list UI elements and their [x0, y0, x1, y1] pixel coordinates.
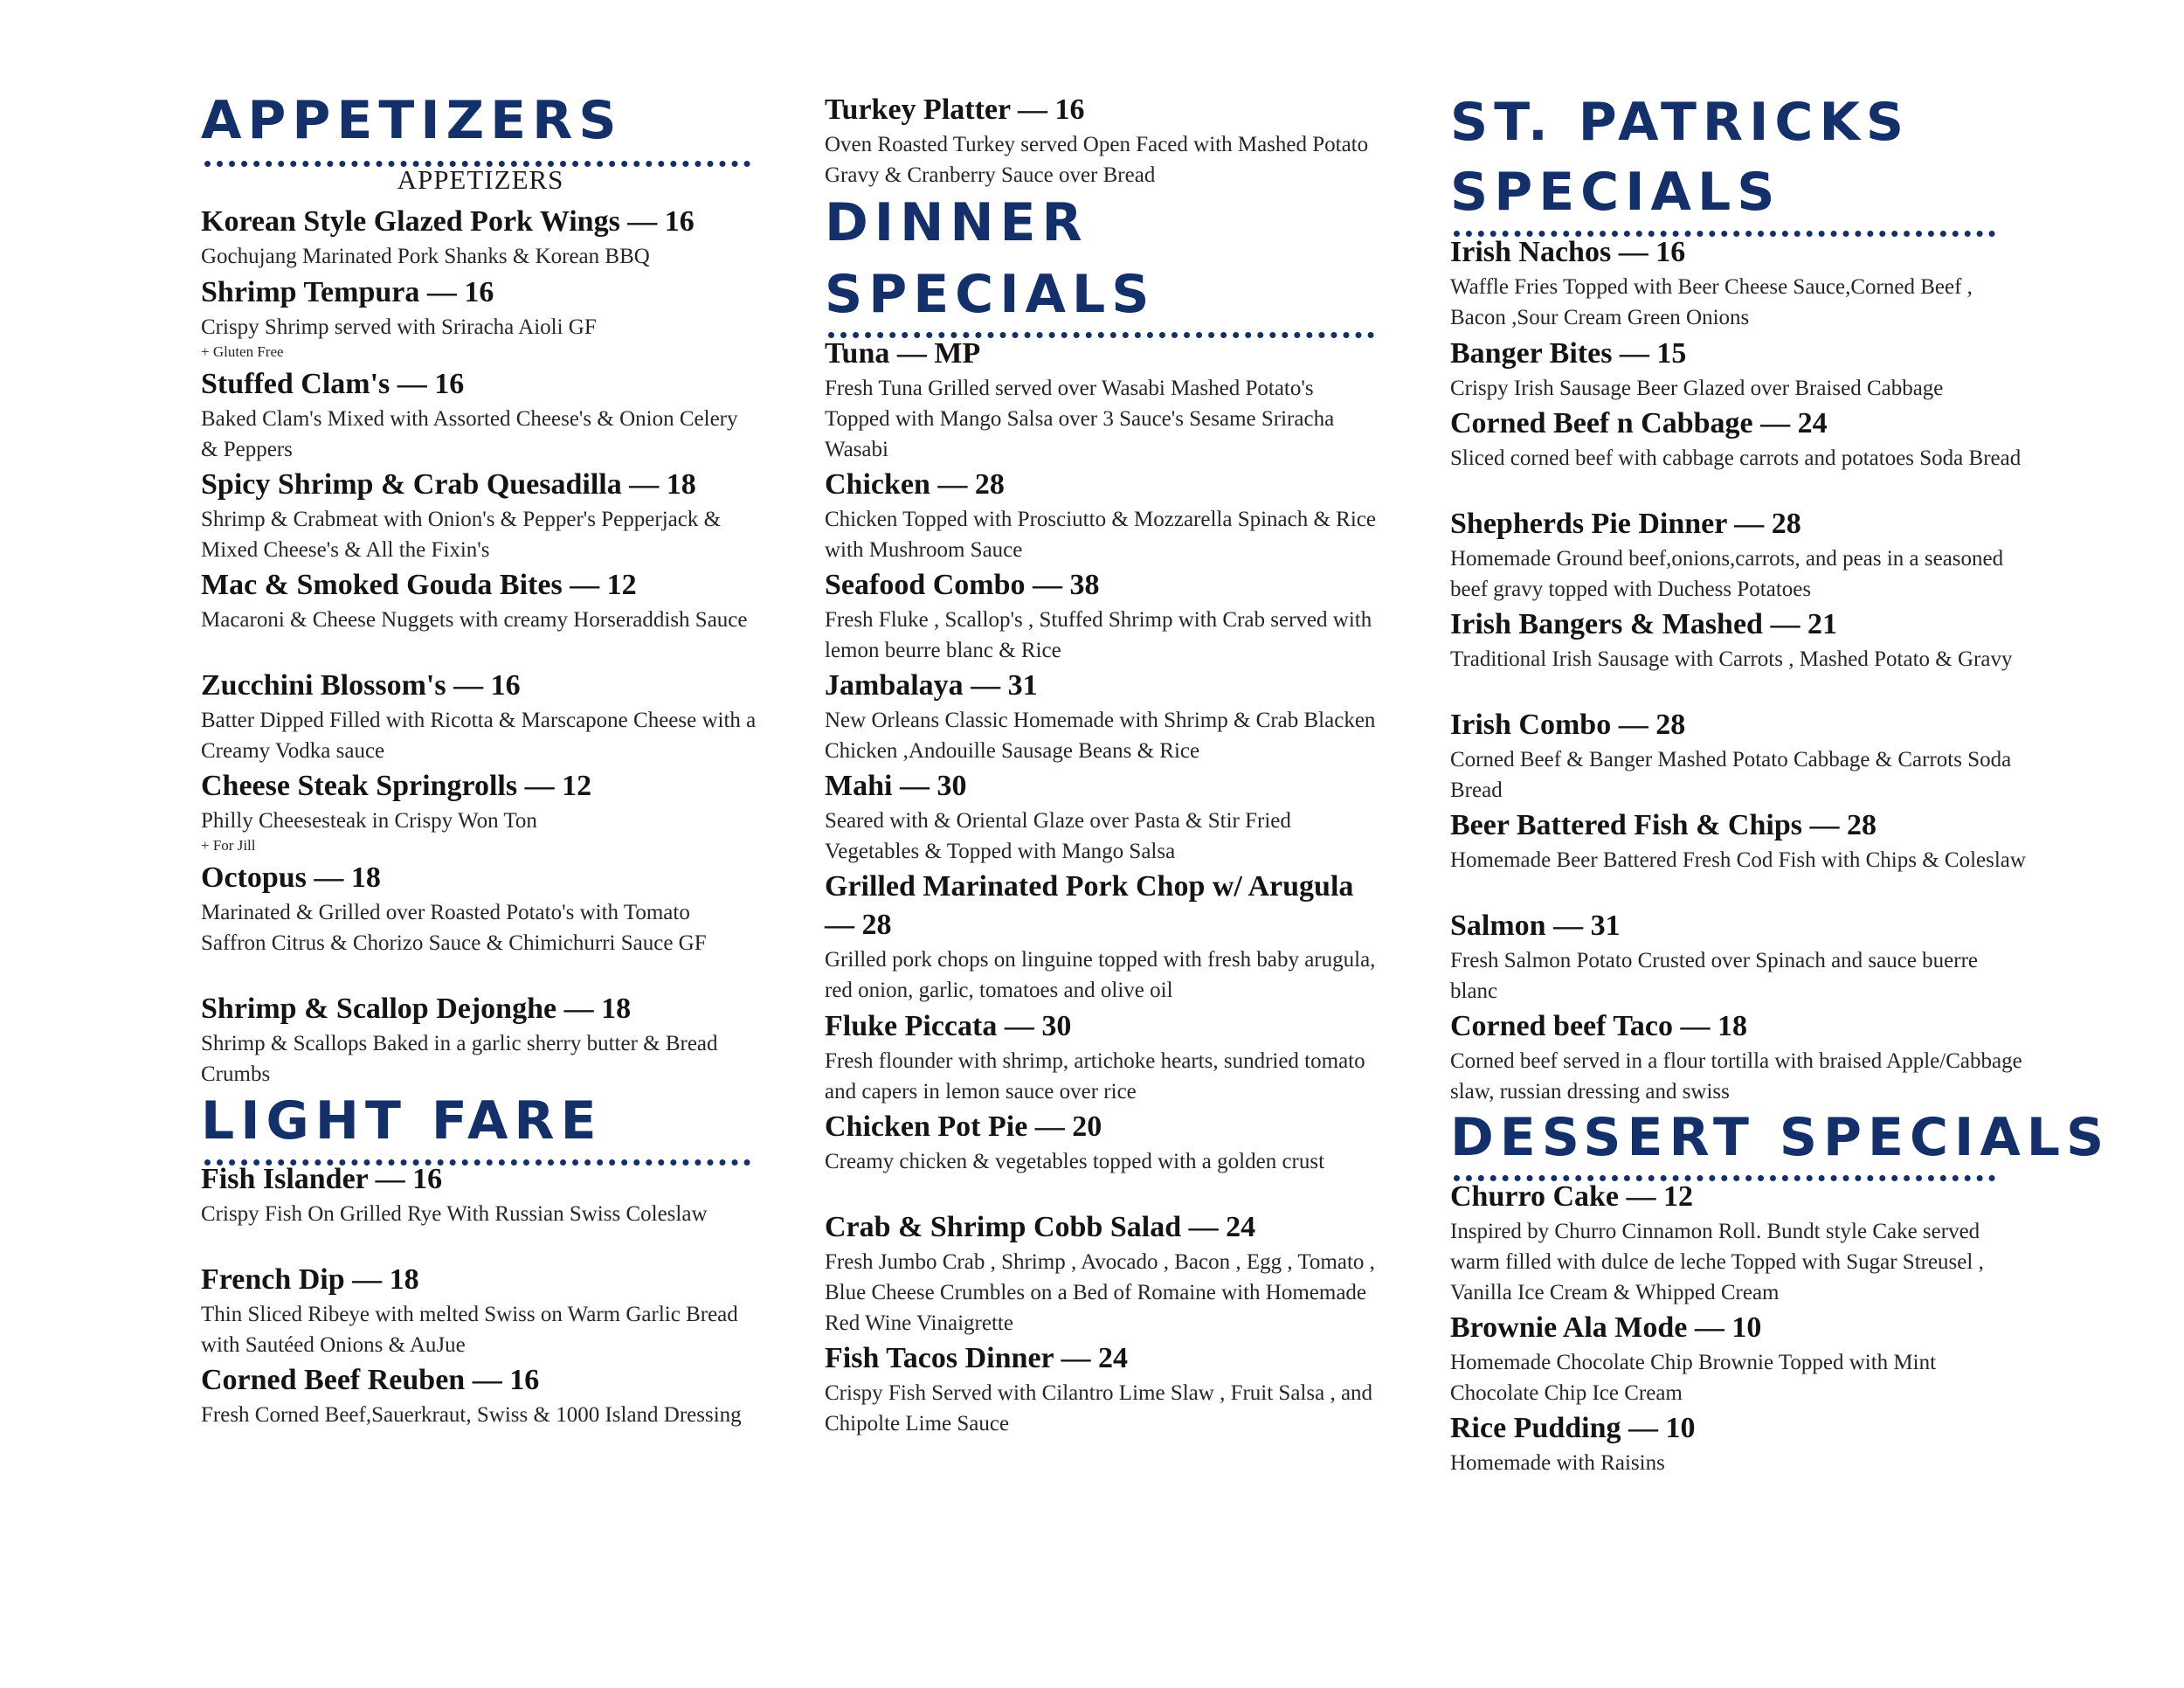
item-description: Fresh Jumbo Crab , Shrimp , Avocado , Bacon , Egg , Tomato , Blue Cheese Crumbles on a Bed of Romaine with Homemade Red Wine Vinaigrette: [825, 1250, 1375, 1335]
menu-item: [825, 667, 1384, 766]
menu-item: [201, 1261, 760, 1360]
item-title: Seafood Combo — 38: [825, 569, 1100, 601]
item-title: Shrimp Tempura — 16: [201, 276, 494, 308]
menu-item: [201, 203, 760, 272]
item-description: Homemade Ground beef,onions,carrots, and peas in a seasoned beef gravy topped with Duchess Potatoes: [1450, 547, 2004, 601]
item-description: Homemade Beer Battered Fresh Cod Fish with Chips & Coleslaw: [1450, 848, 2026, 872]
item-description: Corned Beef & Banger Mashed Potato Cabbage & Carrots Soda Bread: [1450, 748, 2012, 802]
menu-item: [201, 273, 760, 362]
item-title: Churro Cake — 12: [1450, 1180, 1693, 1213]
item-description: Fresh Fluke , Scallop's , Stuffed Shrimp with Crab served with lemon beurre blanc & Rice: [825, 608, 1372, 662]
item-description: Crispy Fish On Grilled Rye With Russian Swiss Coleslaw: [201, 1202, 708, 1226]
item-description: Inspired by Churro Cinnamon Roll. Bundt style Cake served warm filled with dulce de leche Topped with Sugar Streusel , Vanilla Ice Cream & Whipped Cream: [1450, 1220, 1984, 1304]
item-description: Grilled pork chops on linguine topped with fresh baby arugula, red onion, garlic, tomatoes and olive oil: [825, 948, 1376, 1002]
item-title: Rice Pudding — 10: [1450, 1412, 1696, 1444]
menu-item: [825, 767, 1384, 867]
menu-item: [825, 91, 1384, 190]
item-title: Corned Beef n Cabbage — 24: [1450, 407, 1828, 439]
item-note: + For Jill: [201, 837, 256, 854]
section-heading-appetizers: APPETIZERS: [201, 90, 623, 151]
item-title: Irish Combo — 28: [1450, 709, 1686, 741]
item-title: Grilled Marinated Pork Chop w/ Arugula — 28: [825, 870, 1354, 941]
item-description: Homemade Chocolate Chip Brownie Topped with Mint Chocolate Chip Ice Cream: [1450, 1351, 1937, 1405]
menu-item: [1450, 335, 2027, 404]
item-description: Seared with & Oriental Glaze over Pasta & Stir Fried Vegetables & Topped with Mango Salsa: [825, 809, 1291, 863]
item-description: Crispy Irish Sausage Beer Glazed over Braised Cabbage: [1450, 377, 1944, 400]
item-description: Crispy Fish Served with Cilantro Lime Slaw , Fruit Salsa , and Chipolte Lime Sauce: [825, 1381, 1373, 1435]
menu-item: [1450, 1409, 2027, 1478]
item-description: Shrimp & Scallops Baked in a garlic sherry butter & Bread Crumbs: [201, 1032, 718, 1086]
item-description: Traditional Irish Sausage with Carrots , Mashed Potato & Gravy: [1450, 647, 2013, 671]
menu-item: [825, 335, 1384, 465]
item-title: Corned Beef Reuben — 16: [201, 1364, 540, 1396]
item-description: Oven Roasted Turkey served Open Faced with Mashed Potato Gravy & Cranberry Sauce over Bread: [825, 133, 1369, 187]
item-title: Stuffed Clam's — 16: [201, 368, 465, 400]
item-description: Sliced corned beef with cabbage carrots and potatoes Soda Bread: [1450, 446, 2022, 470]
item-title: Mahi — 30: [825, 770, 967, 802]
item-title: Jambalaya — 31: [825, 669, 1038, 702]
menu-item: [825, 1339, 1384, 1439]
menu-item: [1450, 706, 2027, 806]
menu-item: [1450, 405, 2027, 474]
item-title: Fluke Piccata — 30: [825, 1010, 1072, 1042]
menu-item: [825, 868, 1384, 1006]
item-description: Chicken Topped with Prosciutto & Mozzarella Spinach & Rice with Mushroom Sauce: [825, 508, 1376, 562]
item-description: Batter Dipped Filled with Ricotta & Marscapone Cheese with a Creamy Vodka sauce: [201, 709, 757, 763]
menu-item: [201, 859, 760, 958]
menu-item: [825, 1208, 1384, 1339]
menu-item: [825, 1108, 1384, 1177]
item-description: Philly Cheesesteak in Crispy Won Ton: [201, 809, 537, 833]
item-title: Shepherds Pie Dinner — 28: [1450, 508, 1801, 540]
item-title: Tuna — MP: [825, 337, 981, 370]
item-title: Chicken — 28: [825, 468, 1005, 501]
item-title: Irish Nachos — 16: [1450, 236, 1686, 268]
item-title: Turkey Platter — 16: [825, 93, 1085, 126]
item-description: Fresh Salmon Potato Crusted over Spinach and sauce buerre blanc: [1450, 949, 1979, 1003]
item-title: Spicy Shrimp & Crab Quesadilla — 18: [201, 468, 696, 501]
item-note: + Gluten Free: [201, 343, 284, 360]
section-subheading-appetizers: APPETIZERS: [397, 164, 564, 195]
menu-item: [1450, 806, 2027, 875]
item-title: Crab & Shrimp Cobb Salad — 24: [825, 1211, 1256, 1243]
item-title: Fish Tacos Dinner — 24: [825, 1342, 1129, 1374]
item-description: Waffle Fries Topped with Beer Cheese Sauce,Corned Beef , Bacon ,Sour Cream Green Onions: [1450, 275, 1973, 329]
item-title: Fish Islander — 16: [201, 1163, 443, 1195]
menu-item: [201, 667, 760, 766]
item-title: Shrimp & Scallop Dejonghe — 18: [201, 993, 632, 1025]
section-heading-light-fare: LIGHT FARE: [201, 1090, 603, 1152]
menu-item: [1450, 233, 2027, 333]
menu-item: [201, 365, 760, 465]
menu-item: [1450, 1309, 2027, 1408]
item-title: Mac & Smoked Gouda Bites — 12: [201, 569, 637, 601]
item-description: Shrimp & Crabmeat with Onion's & Pepper's Pepperjack & Mixed Cheese's & All the Fixin's: [201, 508, 722, 562]
menu-item: [201, 767, 760, 855]
item-description: Baked Clam's Mixed with Assorted Cheese's & Onion Celery & Peppers: [201, 407, 738, 461]
item-title: Zucchini Blossom's — 16: [201, 669, 521, 702]
item-description: Macaroni & Cheese Nuggets with creamy Horseraddish Sauce: [201, 608, 748, 632]
menu-item: [201, 1361, 760, 1430]
menu-item: [1450, 1007, 2027, 1107]
item-title: Cheese Steak Springrolls — 12: [201, 770, 592, 802]
section-heading-dessert-specials: DESSERT SPECIALS: [1450, 1107, 2111, 1168]
menu-item: [825, 466, 1384, 565]
item-description: Homemade with Raisins: [1450, 1451, 1665, 1475]
menu-item: [201, 1160, 760, 1229]
menu-item: [201, 990, 760, 1090]
item-description: Marinated & Grilled over Roasted Potato's with Tomato Saffron Citrus & Chorizo Sauce & Chimichurri Sauce GF: [201, 901, 707, 955]
item-description: Crispy Shrimp served with Sriracha Aioli GF: [201, 315, 597, 339]
item-title: Chicken Pot Pie — 20: [825, 1110, 1102, 1143]
item-title: Octopus — 18: [201, 861, 381, 894]
menu-item: [1450, 605, 2027, 675]
item-title: Brownie Ala Mode — 10: [1450, 1311, 1762, 1344]
menu-item: [201, 466, 760, 565]
section-heading-st-patricks-line-1: ST. PATRICKS: [1450, 92, 1911, 153]
section-heading-dinner-specials-line-1: DINNER: [825, 192, 1089, 253]
item-description: Gochujang Marinated Pork Shanks & Korean BBQ: [201, 245, 650, 268]
item-title: French Dip — 18: [201, 1263, 419, 1296]
menu-item: [825, 566, 1384, 666]
menu-item: [1450, 1178, 2027, 1308]
item-description: Corned beef served in a flour tortilla with braised Apple/Cabbage slaw, russian dressing and swiss: [1450, 1049, 2022, 1103]
menu-item: [1450, 907, 2027, 1007]
menu-item: [201, 566, 760, 635]
menu-item: [825, 1007, 1384, 1107]
item-title: Corned beef Taco — 18: [1450, 1010, 1747, 1042]
item-title: Beer Battered Fish & Chips — 28: [1450, 809, 1876, 841]
item-description: Fresh Tuna Grilled served over Wasabi Mashed Potato's Topped with Mango Salsa over 3 Sauce's Sesame Sriracha Wasabi: [825, 377, 1335, 461]
item-title: Korean Style Glazed Pork Wings — 16: [201, 205, 695, 238]
section-heading-dinner-specials-line-2: SPECIALS: [825, 264, 1156, 325]
section-heading-st-patricks-line-2: SPECIALS: [1450, 162, 1781, 223]
item-title: Salmon — 31: [1450, 910, 1621, 942]
item-description: Fresh flounder with shrimp, artichoke hearts, sundried tomato and capers in lemon sauce over rice: [825, 1049, 1365, 1103]
item-description: New Orleans Classic Homemade with Shrimp & Crab Blacken Chicken ,Andouille Sausage Beans & Rice: [825, 709, 1376, 763]
item-description: Fresh Corned Beef,Sauerkraut, Swiss & 1000 Island Dressing: [201, 1403, 742, 1427]
menu-item: [1450, 505, 2027, 605]
item-title: Irish Bangers & Mashed — 21: [1450, 608, 1837, 640]
item-title: Banger Bites — 15: [1450, 337, 1687, 370]
item-description: Thin Sliced Ribeye with melted Swiss on Warm Garlic Bread with Sautéed Onions & AuJue: [201, 1303, 738, 1357]
item-description: Creamy chicken & vegetables topped with a golden crust: [825, 1150, 1325, 1173]
